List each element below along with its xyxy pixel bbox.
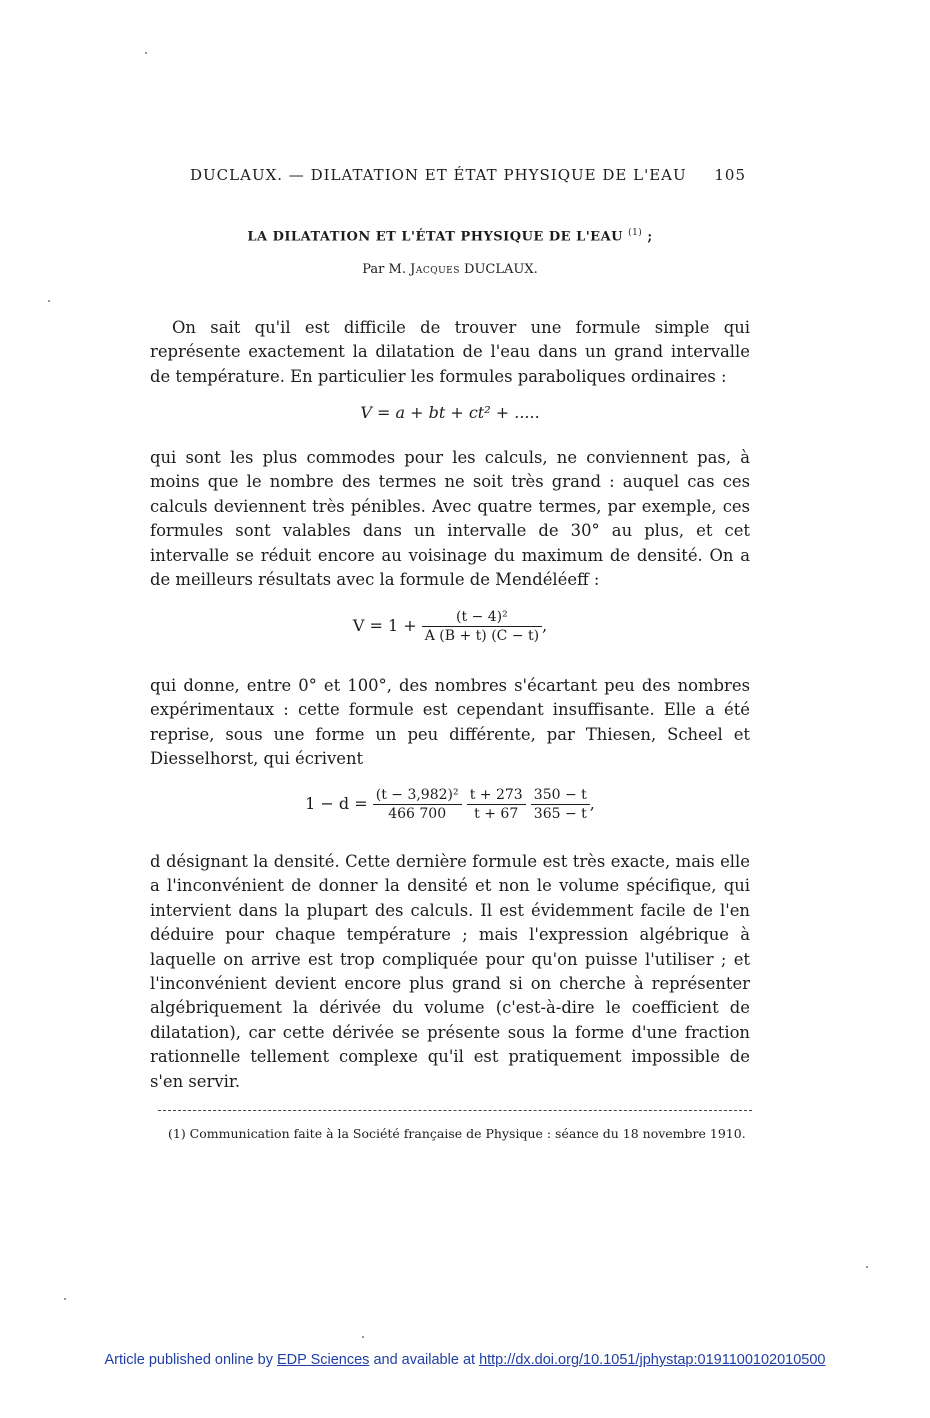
footnote-divider: [158, 1110, 752, 1111]
article-title: [150, 228, 750, 244]
fraction-numerator: t + 273: [467, 786, 526, 805]
formula-mendeleeff-fraction: [422, 608, 542, 645]
running-title: DUCLAUX. — DILATATION ET ÉTAT PHYSIQUE DE L'EAU: [190, 166, 687, 184]
banner-middle: and available at: [373, 1352, 476, 1368]
fraction-denominator: A (B + t) (C − t): [424, 628, 540, 644]
edp-sciences-link[interactable]: EDP Sciences: [277, 1352, 370, 1368]
title-suffix: ;: [647, 229, 653, 245]
scan-speck: [48, 300, 50, 302]
fraction-numerator: (t − 3,982)²: [373, 786, 462, 805]
formula-tail: ,: [589, 794, 595, 813]
formula-tail: ,: [542, 616, 548, 635]
scan-speck: [866, 1266, 868, 1268]
author-line: [150, 262, 750, 277]
formula-thiesen-fraction-2: [467, 786, 526, 823]
paragraph-4: d désignant la densité. Cette dernière formule est très exacte, mais elle a l'inconvénient de donner la densité et non le volume spécifique, qui intervient dans la plupart des calculs. Il est évidemment facile de l'en déduire pour chaque température ; mais l'expression algébrique à laquelle on arrive est trop compliquée pour qu'on puisse l'utiliser ; et l'inconvénient devient encore plus grand si on cherche à représenter algébriquement la dérivée du volume (c'est-à-dire le coefficient de dilatation), car cette dérivée se présente sous la forme d'une fraction rationnelle tellement complexe qu'il est pratiquement impossible de s'en servir.: [150, 852, 750, 1091]
title-footnote-marker: (1): [628, 228, 643, 238]
scan-speck: [362, 1336, 364, 1338]
publisher-banner: [0, 1352, 930, 1368]
article-title-text: LA DILATATION ET L'ÉTAT PHYSIQUE DE L'EAU: [247, 229, 624, 245]
fraction-numerator: 350 − t: [531, 786, 590, 805]
fraction-numerator: (t − 4)²: [422, 608, 542, 627]
fraction-denominator: t + 67: [474, 806, 519, 822]
doi-link[interactable]: http://dx.doi.org/10.1051/jphystap:0191100102010500: [479, 1352, 826, 1368]
paragraph-2: qui sont les plus commodes pour les calculs, ne conviennent pas, à moins que le nombre des termes ne soit très grand : auquel cas ces calculs deviennent très pénibles. Avec quatre termes, par exemple, ces formules sont valables dans un intervalle de 30° au plus, et cet intervalle se réduit encore au voisinage du maximum de densité. On a de meilleurs résultats avec la formule de Mendéléeff :: [150, 448, 750, 590]
fraction-denominator: 365 − t: [533, 806, 587, 822]
banner-prefix: Article published online by: [104, 1352, 273, 1368]
paragraph-3: qui donne, entre 0° et 100°, des nombres s'écartant peu des nombres expérimentaux : cette formule est cependant insuffisante. Elle a été reprise, sous une forme un peu différente, par Thiesen, Scheel et Diesselhorst, qui écrivent: [150, 676, 750, 769]
formula-mendeleeff: [150, 608, 750, 645]
formula-thiesen-fraction-3: [531, 786, 590, 823]
formula-parabolic: V = a + bt + ct² + .....: [360, 403, 540, 422]
formula-thiesen: [150, 786, 750, 823]
scan-speck: [145, 52, 147, 54]
formula-thiesen-lhs: 1 − d =: [305, 794, 368, 813]
fraction-denominator: 466 700: [388, 806, 447, 822]
formula-thiesen-fraction-1: [373, 786, 462, 823]
author-prefix: Par M.: [362, 262, 406, 277]
author-first-name: Jacques: [410, 262, 460, 277]
footnote: (1) Communication faite à la Société française de Physique : séance du 18 novembre 1910.: [168, 1126, 746, 1141]
author-last-name: DUCLAUX.: [464, 262, 538, 277]
running-header: [190, 166, 746, 184]
paragraph-1: On sait qu'il est difficile de trouver une formule simple qui représente exactement la dilatation de l'eau dans un grand intervalle de température. En particulier les formules paraboliques ordinaires :: [150, 318, 750, 386]
scan-speck: [64, 1298, 66, 1300]
formula-mendeleeff-lhs: V = 1 +: [352, 616, 417, 635]
page-number: 105: [714, 166, 746, 184]
